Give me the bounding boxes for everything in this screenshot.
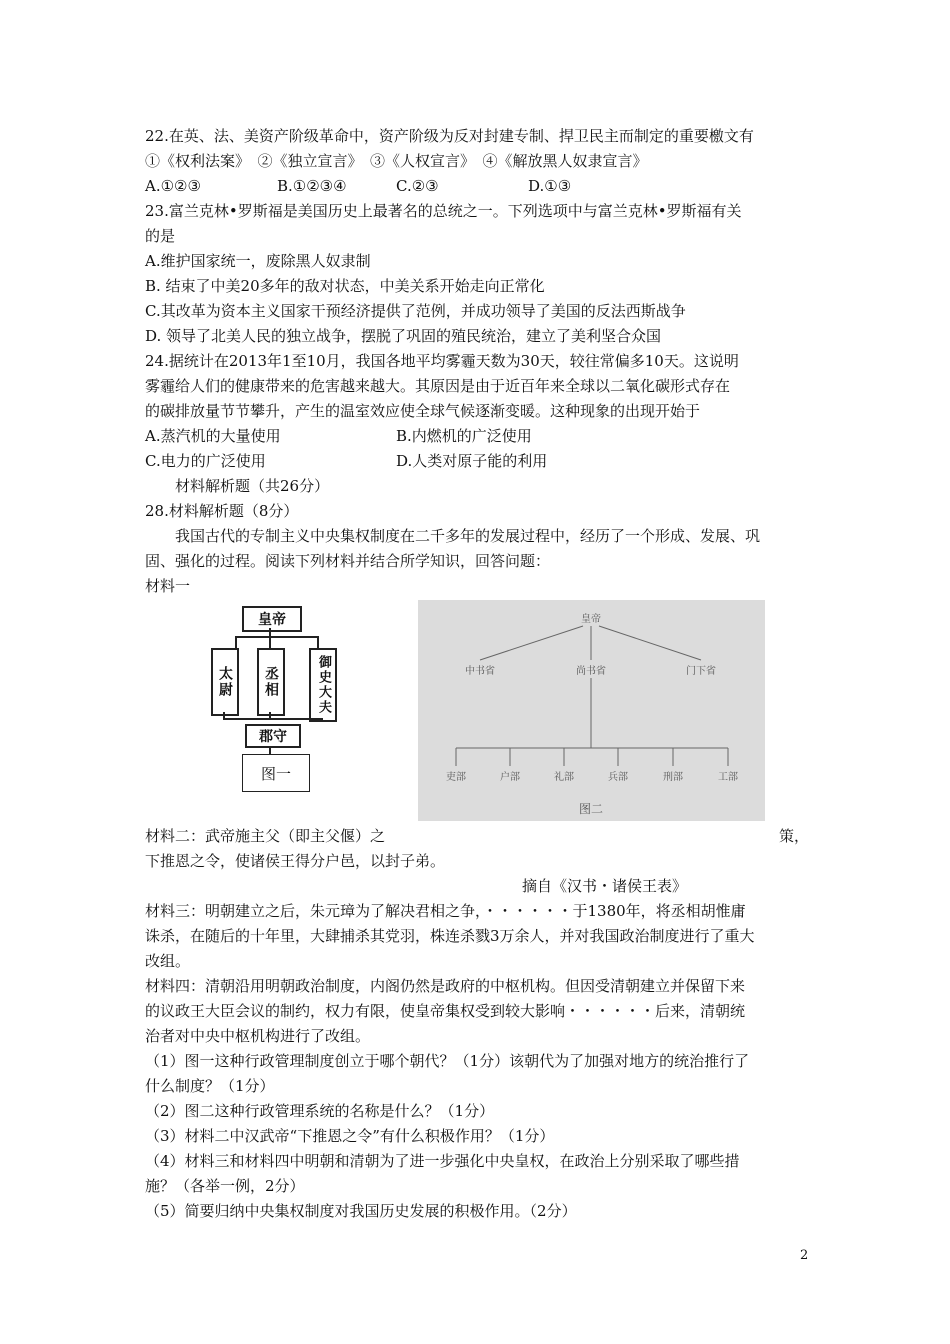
page-number: 2	[800, 1248, 809, 1263]
q23-stem-line1: 23.富兰克林•罗斯福是美国历史上最著名的总统之一。下列选项中与富兰克林•罗斯福有关	[145, 202, 742, 220]
q23-option-b: B. 结束了中美20多年的敌对状态，中美关系开始走向正常化	[145, 277, 545, 295]
q24-option-c: C.电力的广泛使用	[145, 452, 266, 470]
q23-option-c: C.其改革为资本主义国家干预经济提供了范例，并成功领导了美国的反法西斯战争	[145, 302, 686, 320]
figure-1-qin-government	[205, 606, 350, 796]
fig2-bing: 兵部	[608, 772, 628, 783]
q23-option-d: D. 领导了北美人民的独立战争，摆脱了巩固的殖民统治，建立了美利坚合众国	[145, 327, 662, 345]
subq3: （3）材料二中汉武帝“下推恩之令”有什么积极作用？（1分）	[145, 1127, 555, 1145]
q24-stem-line1: 24.据统计在2013年1至10月，我国各地平均雾霾天数为30天，较往常偏多10天。这说明	[145, 352, 739, 370]
fig2-gong: 工部	[718, 772, 738, 783]
fig1-chengxiang-box: 丞相	[257, 648, 285, 716]
q24-stem-line3: 的碳排放量节节攀升，产生的温室效应使全球气候逐渐变暖。这种现象的出现开始于	[145, 402, 701, 420]
connector	[235, 636, 319, 638]
connector	[269, 746, 271, 754]
section-title: 材料解析题（共26分）	[175, 477, 330, 495]
fig1-junshou-box: 郡守	[245, 724, 301, 748]
fig2-li: 吏部	[446, 772, 466, 783]
q22-option-d: D.①③	[528, 177, 572, 195]
material2-line1: 材料二：武帝施主父（即主父偃）之	[145, 827, 386, 845]
fig2-caption: 图二	[578, 802, 604, 816]
material1-label: 材料一	[145, 577, 191, 595]
subq2: （2）图二这种行政管理系统的名称是什么？（1分）	[145, 1102, 495, 1120]
material4-line1: 材料四：清朝沿用明朝政治制度，内阁仍然是政府的中枢机构。但因受清朝建立并保留下来	[145, 977, 746, 995]
connector	[235, 636, 237, 648]
fig1-caption: 图一	[242, 754, 310, 792]
fig2-emperor: 皇帝	[581, 614, 601, 625]
fig1-emperor-box: 皇帝	[242, 606, 302, 632]
material2-line1-end: 策，	[779, 827, 810, 845]
material2-line2: 下推恩之令，使诸侯王得分户邑，以封子弟。	[145, 852, 446, 870]
connector	[223, 718, 323, 720]
material3-line3: 改组。	[145, 952, 191, 970]
q23-stem-line2: 的是	[145, 227, 176, 245]
material3-line2: 诛杀，在随后的十年里，大肆捕杀其党羽，株连杀戮3万余人，并对我国政治制度进行了重大	[145, 927, 755, 945]
connector	[317, 636, 319, 648]
fig2-menxia: 门下省	[686, 666, 716, 677]
fig2-li2: 礼部	[554, 772, 574, 783]
subq5: （5）简要归纳中央集权制度对我国历史发展的积极作用。（2分）	[145, 1202, 577, 1220]
fig2-shangshu: 尚书省	[576, 666, 606, 677]
material4-line3: 治者对中央中枢机构进行了改组。	[145, 1027, 371, 1045]
q22-option-b: B.①②③④	[277, 177, 347, 195]
material3-line1: 材料三：明朝建立之后，朱元璋为了解决君相之争，・・・・・・于1380年，将丞相胡惟庸	[145, 902, 746, 920]
q24-stem-line2: 雾霾给人们的健康带来的危害越来越大。其原因是由于近百年来全球以二氧化碳形式存在	[145, 377, 731, 395]
subq4-line1: （4）材料三和材料四中明朝和清朝为了进一步强化中央皇权，在政治上分别采取了哪些措	[145, 1152, 740, 1170]
connector	[269, 628, 271, 636]
material4-line2: 的议政王大臣会议的制约，权力有限，使皇帝集权受到较大影响・・・・・・后来，清朝统	[145, 1002, 746, 1020]
fig2-xing: 刑部	[663, 772, 683, 783]
q28-intro-line1: 我国古代的专制主义中央集权制度在二千多年的发展过程中，经历了一个形成、发展、巩	[175, 527, 761, 545]
q23-option-a: A.维护国家统一，废除黑人奴隶制	[145, 252, 371, 270]
q24-option-b: B.内燃机的广泛使用	[396, 427, 532, 445]
q24-option-a: A.蒸汽机的大量使用	[145, 427, 281, 445]
q28-title: 28.材料解析题（8分）	[145, 502, 299, 520]
q22-stem: 22.在英、法、美资产阶级革命中，资产阶级为反对封建专制、捍卫民主而制定的重要檄文有	[145, 127, 754, 145]
q22-option-c: C.②③	[396, 177, 439, 195]
q22-option-a: A.①②③	[145, 177, 201, 195]
fig1-taiwei-box: 太尉	[211, 648, 239, 716]
q22-items: ①《权利法案》 ②《独立宣言》 ③《人权宣言》 ④《解放黑人奴隶宣言》	[145, 152, 648, 170]
subq1-line1: （1）图一这种行政管理制度创立于哪个朝代？（1分）该朝代为了加强对地方的统治推行了	[145, 1052, 750, 1070]
figure-2-three-departments-six-ministries	[418, 600, 765, 821]
q28-intro-line2: 固、强化的过程。阅读下列材料并结合所学知识，回答问题：	[145, 552, 551, 570]
fig1-yushi-box: 御史大夫	[309, 648, 337, 722]
q24-option-d: D.人类对原子能的利用	[396, 452, 548, 470]
subq1-line2: 什么制度？（1分）	[145, 1077, 275, 1095]
fig2-lines	[418, 600, 765, 821]
fig2-zhongshu: 中书省	[465, 666, 495, 677]
subq4-line2: 施？（各举一例，2分）	[145, 1177, 305, 1195]
connector	[269, 636, 271, 648]
material2-source: 摘自《汉书・诸侯王表》	[522, 877, 688, 895]
fig2-hu: 户部	[500, 772, 520, 783]
